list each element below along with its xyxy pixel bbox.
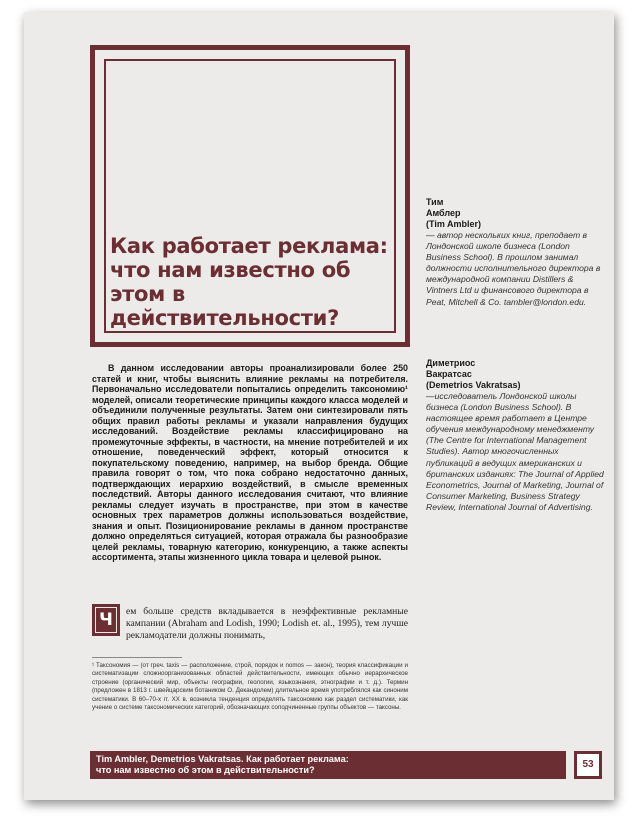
author-last-name: Вакратсас (426, 369, 472, 379)
author-bio: — автор нескольких книг, преподает в Лондонской школе бизнеса (London Business School). В прошлом занимал должности исполнительного директора в международной компании Distillers & Vintners Ltd и финансового директора в Peat, Mitchell & Co. tambler@london.edu. (426, 230, 601, 307)
author-last-name: Амблер (426, 208, 461, 218)
author-first-name: Диметриос (426, 358, 476, 368)
article-title: Как работает реклама: что нам известно об этом в действительности? (110, 234, 388, 330)
page-number-box (574, 751, 602, 779)
author-latin-name: (Demetrios Vakratsas) (426, 380, 521, 390)
footer-line-1: Tim Ambler, Demetrios Vakratsas. Как работает реклама: (96, 754, 349, 764)
running-footer-text (96, 754, 556, 776)
footnote-text: ¹ Таксономия — (от греч. taxis — расположение, строй, порядок и nomos — закон), теория классификации и систематизации сложноорганизованных областей действительности, имеющих обычно иерархическое строение (органический мир, объекты географии, геологии, языкознания, этнографии и т. д.). Термин (предложен в 1813 г. швейцарским ботаником О. Декандолем) длительное время употреблялся как синоним систематики. В 60–70-х гг. XX в. возникла тенденция определять таксономию как раздел систематики, как учение о системе таксономических категорий, обозначающих соподчиненные группы объектов — таксоны. (92, 662, 408, 712)
footer-line-2: что нам известно об этом в действительности? (96, 765, 315, 775)
article-abstract: В данном исследовании авторы проанализировали более 250 статей и книг, чтобы выяснить влияние рекламы на потребителя. Первоначально исследователи попытались определить таксономию¹ моделей, описали теоретические принципы каждого класса моделей и объединили полученные результаты. Затем они синтезировали пять общих правил работы рекламы и указали направления будущих исследований. Воздействие рекламы классифицировано на промежуточные эффекты, в частности, на мнение потребителей и их отношение, поведенческий эффект, который относится к покупательскому поведению, например, на выбор бренда. Общие правила говорят о том, что пока собрано недостаточно данных, подтверждающих иерархию воздействий, в смысле временных последствий. Авторы данного исследования считают, что влияние рекламы следует изучать в пространстве, при этом в качестве основных трех параметров должны использоваться воздействие, знания и опыт. Позиционирование рекламы в данном пространстве должно определяться ситуацией, которая отражала бы разнообразие целей рекламы, товарную категорию, конкуренцию, а также аспекты ассортимента, этапы жизненного цикла товара и целевой рынок. (92, 363, 408, 562)
author-bio: —исследователь Лондонской школы бизнеса (London Business School). В настоящее время работает в Центре обучения международному менеджменту (The Centre for International Management Studies). Автор многочисленных публикаций в ведущих американских и британских изданиях: The Journal of Applied Econometrics, Journal of Marketing, Journal of Consumer Marketing, Business Strategy Review, International Journal of Advertising. (426, 391, 604, 512)
footnote-divider (92, 657, 182, 658)
author-latin-name: (Tim Ambler) (426, 219, 482, 229)
drop-cap-letter: Ч (95, 607, 117, 633)
author-first-name: Тим (426, 197, 444, 207)
page-number: 53 (577, 754, 599, 776)
drop-cap-box (92, 604, 120, 636)
author-block-vakratsas (426, 358, 606, 513)
author-block-ambler (426, 197, 606, 308)
running-footer (90, 751, 566, 779)
page-sheet (24, 12, 614, 800)
body-intro-text: ем больше средств вкладывается в неэффективные рекламные кампании (Abraham and Lodish, 1990; Lodish et. al., 1995), тем лучше рекламодатели должны понимать, (126, 606, 408, 641)
